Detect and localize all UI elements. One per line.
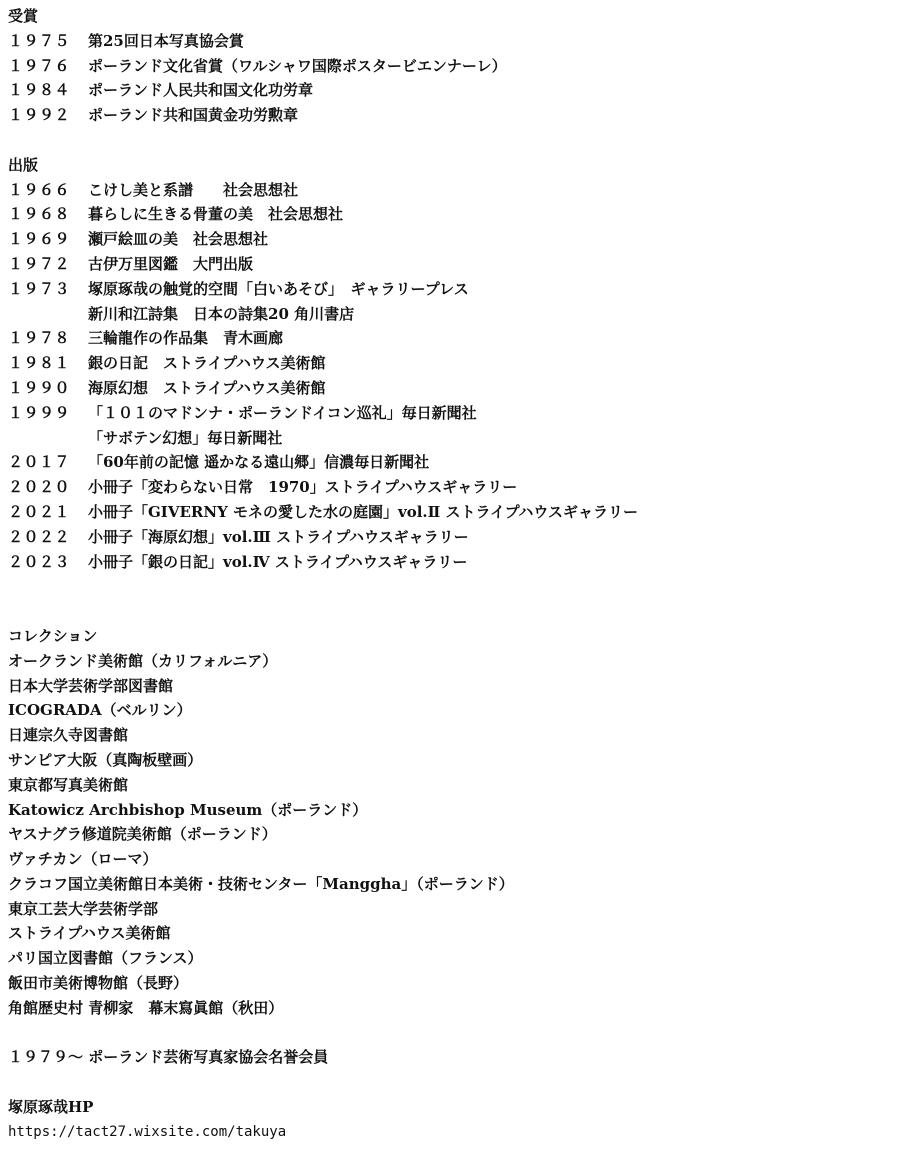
publication-entry: [8, 202, 900, 227]
collection-item: 飯田市美術博物館（長野）: [8, 974, 189, 993]
entry-text: 古伊万里図鑑 大門出版: [88, 254, 254, 273]
year: １９７６: [8, 56, 71, 75]
publications-heading: 出版: [8, 155, 39, 174]
publication-entry: [8, 302, 900, 327]
entry-text: 「１０１のマドンナ・ポーランドイコン巡礼」毎日新聞社: [88, 403, 477, 422]
award-entry: [8, 103, 900, 128]
collection-item: 東京都写真美術館: [8, 775, 129, 794]
publication-entry: [8, 426, 900, 451]
homepage-label: 塚原琢哉HP: [8, 1098, 94, 1117]
year: １９７２: [8, 254, 71, 273]
collection-item: クラコフ国立美術館日本美術・技術センター「Manggha」（ポーランド）: [8, 874, 514, 893]
collection-list: [8, 649, 900, 1021]
publication-entry: [8, 550, 900, 575]
membership-line: １９７９～ ポーランド芸術写真家協会名誉会員: [8, 1048, 329, 1067]
year: １９７８: [8, 329, 71, 348]
homepage-link[interactable]: https://tact27.wixsite.com/takuya: [8, 1123, 287, 1140]
year: １９６６: [8, 180, 71, 199]
year: ２０２０: [8, 478, 71, 497]
entry-text: 塚原琢哉の触覚的空間「白いあそび」 ギャラリープレス: [88, 279, 469, 298]
awards-heading: 受賞: [8, 7, 39, 25]
entry-text: 小冊子「海原幻想」vol.Ⅲ ストライプハウスギャラリー: [88, 527, 469, 546]
collection-item: 日本大学芸術学部図書館: [8, 676, 174, 695]
entry-text: ポーランド共和国黄金功労勲章: [88, 106, 299, 125]
year: ２０２３: [8, 552, 71, 571]
publications-list: [8, 178, 900, 575]
year: ２０１７: [8, 453, 71, 472]
entry-text: ポーランド文化省賞（ワルシャワ国際ポスタービエンナーレ）: [88, 56, 507, 75]
year: [8, 302, 88, 327]
collection-item: パリ国立図書館（フランス）: [8, 949, 203, 968]
publication-entry: [8, 450, 900, 475]
entry-text: 「60年前の記憶 遥かなる遠山郷」信濃毎日新聞社: [88, 453, 430, 472]
year: ２０２２: [8, 527, 71, 546]
year: １９７３: [8, 279, 71, 298]
entry-text: 三輪龍作の作品集 青木画廊: [88, 329, 284, 348]
award-entry: [8, 29, 900, 54]
publication-entry: [8, 401, 900, 426]
publication-entry: [8, 227, 900, 252]
entry-text: こけし美と系譜 社会思想社: [88, 180, 299, 199]
collection-item: ヤスナグラ修道院美術館（ポーランド）: [8, 825, 277, 844]
collection-item: サンピア大阪（真陶板壁画）: [8, 750, 203, 769]
entry-text: 「サボテン幻想」毎日新聞社: [88, 428, 283, 447]
spacer: [8, 1070, 900, 1095]
collection-item: 角館歴史村 青柳家 幕末寫眞館（秋田）: [8, 998, 284, 1017]
entry-text: 新川和江詩集 日本の詩集20 角川書店: [88, 304, 355, 323]
year: １９６９: [8, 230, 71, 249]
year: １９７５: [8, 31, 71, 50]
publication-entry: [8, 326, 900, 351]
award-entry: [8, 78, 900, 103]
entry-text: ポーランド人民共和国文化功労章: [88, 81, 314, 100]
collection-heading: コレクション: [8, 626, 98, 645]
collection-item: 東京工芸大学芸術学部: [8, 899, 159, 918]
entry-text: 小冊子「変わらない日常 1970」ストライプハウスギャラリー: [88, 478, 518, 497]
year: １９９０: [8, 378, 71, 397]
collection-item: ICOGRADA（ベルリン）: [8, 701, 192, 720]
year: [8, 426, 88, 451]
publication-entry: [8, 376, 900, 401]
award-entry: [8, 54, 900, 79]
spacer: [8, 1021, 900, 1046]
collection-item: ストライプハウス美術館: [8, 924, 171, 943]
year: １９９９: [8, 403, 71, 422]
year: ２０２１: [8, 502, 71, 521]
entry-text: 第25回日本写真協会賞: [88, 31, 244, 50]
entry-text: 小冊子「GIVERNY モネの愛した水の庭園」vol.Ⅱ ストライプハウスギャラリー: [88, 502, 638, 521]
collection-item: ヴァチカン（ローマ）: [8, 850, 158, 869]
publication-entry: [8, 252, 900, 277]
spacer: [8, 574, 900, 624]
awards-list: [8, 29, 900, 128]
spacer: [8, 128, 900, 153]
collection-item: 日連宗久寺図書館: [8, 726, 129, 745]
year: １９８４: [8, 81, 71, 100]
publication-entry: [8, 277, 900, 302]
year: １９８１: [8, 354, 71, 373]
entry-text: 瀬戸絵皿の美 社会思想社: [88, 230, 269, 249]
collection-item: オークランド美術館（カリフォルニア）: [8, 651, 278, 670]
publication-entry: [8, 178, 900, 203]
year: １９９２: [8, 106, 71, 125]
entry-text: 暮らしに生きる骨董の美 社会思想社: [88, 205, 344, 224]
entry-text: 小冊子「銀の日記」vol.Ⅳ ストライプハウスギャラリー: [88, 552, 468, 571]
publication-entry: [8, 475, 900, 500]
collection-item: Katowicz Archbishop Museum（ポーランド）: [8, 800, 368, 819]
year: １９６８: [8, 205, 71, 224]
entry-text: 海原幻想 ストライプハウス美術館: [88, 378, 326, 397]
publication-entry: [8, 500, 900, 525]
publication-entry: [8, 525, 900, 550]
publication-entry: [8, 351, 900, 376]
entry-text: 銀の日記 ストライプハウス美術館: [88, 354, 326, 373]
